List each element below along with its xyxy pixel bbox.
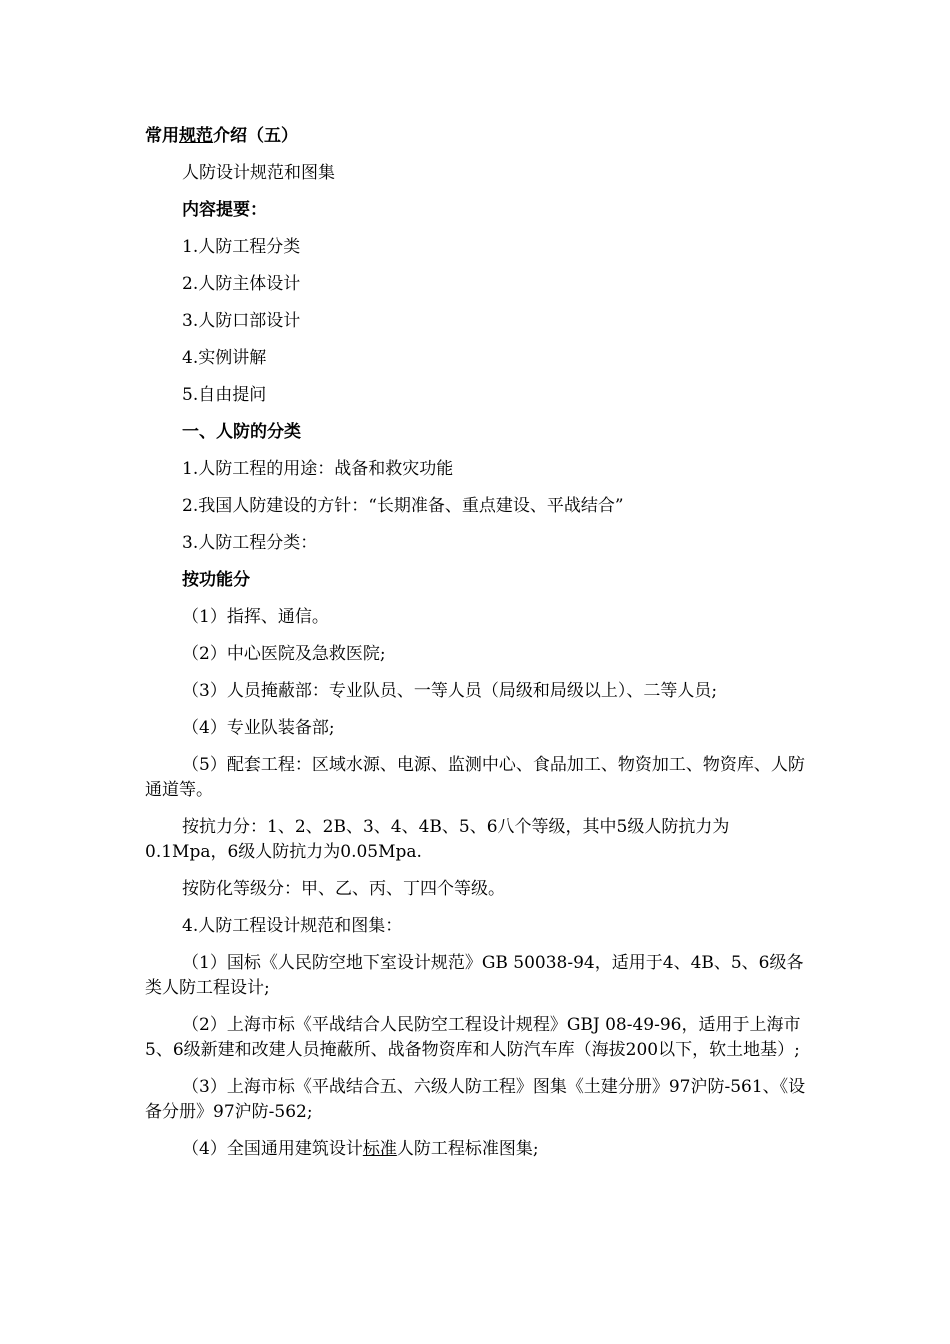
- title-post: 介绍（五）: [213, 126, 298, 146]
- title-pre: 常用: [145, 126, 179, 146]
- title-underlined: 规范: [179, 126, 213, 146]
- function-item: （4）专业队装备部;: [182, 718, 335, 738]
- spec4-pre: （4）全国通用建筑设计: [182, 1139, 363, 1159]
- spec-item: （3）上海市标《平战结合五、六级人防工程》图集《土建分册》97沪防-561、《设备分册》97沪防-562;: [145, 1077, 806, 1122]
- subtitle: 人防设计规范和图集: [182, 163, 335, 183]
- summary-item: 4.实例讲解: [182, 348, 267, 368]
- spec-item: （2）上海市标《平战结合人民防空工程设计规程》GBJ 08-49-96，适用于上海市5、6级新建和改建人员掩蔽所、战备物资库和人防汽车库（海拔200以下，软土地基）;: [145, 1015, 801, 1060]
- summary-item: 1.人防工程分类: [182, 237, 301, 257]
- summary-item: 3.人防口部设计: [182, 311, 301, 331]
- function-item: （5）配套工程：区域水源、电源、监测中心、食品加工、物资加工、物资库、人防通道等。: [145, 755, 805, 800]
- summary-item: 5.自由提问: [182, 385, 267, 405]
- summary-item: 2.人防主体设计: [182, 274, 301, 294]
- resistance-paragraph: 按抗力分：1、2、2B、3、4、4B、5、6八个等级，其中5级人防抗力为0.1Mpa，6级人防抗力为0.05Mpa.: [145, 817, 730, 862]
- spec-item: [145, 1137, 810, 1162]
- point-item: 2.我国人防建设的方针：“长期准备、重点建设、平战结合”: [182, 496, 624, 516]
- spec4-underlined: 标准: [362, 1139, 397, 1159]
- document-title: [145, 124, 810, 149]
- point-item: 3.人防工程分类：: [182, 533, 318, 553]
- spec4-post: 人防工程标准图集;: [396, 1139, 539, 1159]
- function-item: （3）人员掩蔽部：专业队员、一等人员（局级和局级以上）、二等人员;: [182, 681, 718, 701]
- document-body: [145, 124, 810, 1174]
- subsection-heading: 按功能分: [182, 570, 250, 590]
- section-heading: 一、人防的分类: [182, 422, 301, 442]
- function-item: （1）指挥、通信。: [182, 607, 329, 627]
- point-item: 1.人防工程的用途：战备和救灾功能: [182, 459, 454, 479]
- function-item: （2）中心医院及急救医院;: [182, 644, 386, 664]
- point-item: 4.人防工程设计规范和图集：: [182, 916, 403, 936]
- spec-item: （1）国标《人民防空地下室设计规范》GB 50038-94，适用于4、4B、5、6级各类人防工程设计;: [145, 953, 804, 998]
- summary-heading: 内容提要：: [182, 200, 267, 220]
- chem-paragraph: 按防化等级分：甲、乙、丙、丁四个等级。: [182, 879, 505, 899]
